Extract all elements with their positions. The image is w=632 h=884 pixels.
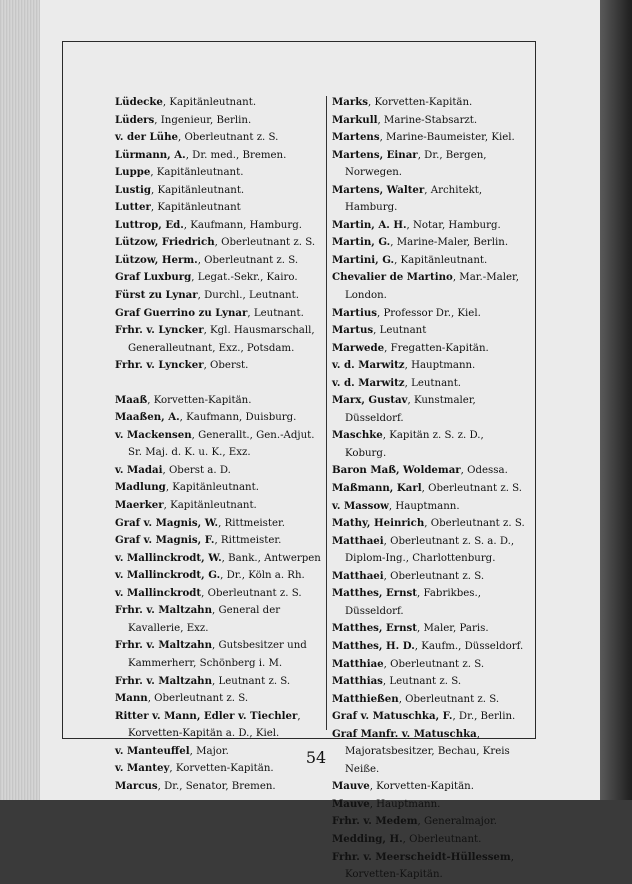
entry-details: , Oberleutnant z. S. (383, 570, 485, 582)
directory-entry (332, 533, 528, 568)
directory-entry (332, 322, 528, 340)
entry-details: , Oberst. (203, 360, 249, 372)
entry-name: Matthaei (332, 569, 384, 582)
entry-name: v. d. Marwitz (332, 359, 405, 372)
entry-name: Matthießen (332, 692, 399, 705)
entry-details: , Marine-Stabsarzt. (377, 114, 478, 126)
directory-entry (332, 427, 528, 462)
directory-entry (115, 567, 329, 585)
directory-entry (332, 340, 528, 358)
directory-entry (115, 217, 329, 235)
directory-entry (115, 147, 329, 165)
entry-details: , Dr., Bergen, Norwegen. (345, 149, 487, 179)
entry-name: Maßmann, Karl (332, 482, 422, 495)
entry-details: , Oberleutnant z. S. (421, 483, 523, 495)
entry-details: , Kapitänleutnant. (163, 500, 257, 512)
entry-details: , Kgl. Hausmarschall, Generalleutnant, Exz., Potsdam. (128, 325, 315, 354)
entry-name: v. Mantey (115, 762, 170, 775)
directory-entry (115, 427, 329, 462)
entry-details: , Kapitänleutnant. (151, 184, 245, 196)
directory-entry (115, 305, 329, 323)
entry-details: , Mar.-Maler, London. (345, 272, 520, 302)
page-number: 54 (305, 748, 327, 767)
directory-entry (115, 199, 329, 217)
entry-details: , Fregatten-Kapitän. (384, 342, 489, 354)
entry-details: , Professor Dr., Kiel. (376, 307, 481, 319)
entry-details: , Korvetten-Kapitän a. D., Kiel. (128, 710, 301, 740)
directory-entry (115, 322, 329, 357)
entry-name: Frhr. v. Lyncker (115, 324, 204, 337)
entry-name: Frhr. v. Meerscheidt-Hüllessem (332, 850, 511, 863)
entry-name: Chevalier de Martino (332, 271, 453, 284)
entry-name: Graf Luxburg (115, 271, 192, 284)
directory-entry (332, 849, 528, 884)
entry-name: Ritter v. Mann, Edler v. Tiechler (115, 709, 298, 722)
entry-details: , Hauptmann. (369, 798, 441, 810)
entry-details: , Maler, Paris. (417, 623, 489, 635)
directory-entry (115, 602, 329, 637)
entry-name: Mathy, Heinrich (332, 517, 425, 530)
entry-details: , Oberleutnant z. S. (383, 658, 485, 670)
entry-details: , Dr. med., Bremen. (185, 149, 287, 161)
directory-entry (332, 217, 528, 235)
entry-details: , Rittmeister. (214, 535, 282, 547)
entry-details: , Korvetten-Kapitän. (369, 781, 474, 793)
entry-details: , Notar, Hamburg. (406, 219, 501, 231)
entry-name: Matthes, Ernst (332, 622, 417, 635)
entry-details: , Korvetten-Kapitän. (368, 97, 473, 108)
entry-name: Martus (332, 324, 374, 337)
entry-details: , Korvetten-Kapitän. (169, 763, 274, 775)
entry-name: Luppe (115, 166, 151, 179)
directory-entry (332, 112, 528, 130)
entry-details: , Kaufmann, Duisburg. (179, 412, 297, 424)
entry-name: v. Manteuffel (115, 744, 190, 757)
entry-name: Mann (115, 692, 148, 705)
entry-details: , Kapitänleutnant (150, 202, 241, 214)
entry-details: , Majoratsbesitzer, Bechau, Kreis Neiße. (345, 728, 510, 775)
entry-details: , Oberst a. D. (162, 464, 231, 476)
directory-entry (115, 462, 329, 480)
page-stack-edges (0, 0, 44, 800)
directory-entry (332, 357, 528, 375)
entry-name: Matthias (332, 675, 383, 688)
entry-name: Matthes, Ernst (332, 587, 417, 600)
entry-details: , Oberleutnant. (402, 833, 482, 845)
entry-details: , Hauptmann. (404, 360, 476, 372)
entry-details: , Kaufmann, Hamburg. (183, 219, 302, 231)
entry-name: Frhr. v. Medem (332, 815, 418, 828)
entry-name: Medding, H. (332, 832, 403, 845)
entry-details: , Dr., Berlin. (452, 711, 516, 723)
entry-details: , Oberleutnant z. S. (424, 518, 525, 530)
directory-entry (115, 94, 329, 112)
directory-entry (115, 637, 329, 672)
entry-name: Mauve (332, 780, 370, 793)
entry-details: , Hauptmann. (388, 500, 460, 512)
directory-entry (332, 568, 528, 586)
left-column (115, 94, 329, 795)
entry-name: v. Madai (115, 463, 163, 476)
entry-name: v. Mallinckrodt, G. (115, 569, 221, 582)
entry-name: v. Mallinckrodt (115, 586, 202, 599)
directory-entry (332, 813, 528, 831)
directory-entry (332, 620, 528, 638)
entry-details: , Major. (189, 745, 229, 757)
entry-name: Maschke (332, 429, 383, 442)
entry-details: , Leutnant z. S. (212, 675, 291, 687)
entry-details: , Oberleutnant z. S. (214, 237, 316, 249)
directory-entry (332, 831, 528, 849)
entry-details: , Generalmajor. (417, 816, 497, 828)
directory-entry (115, 234, 329, 252)
entry-details: , Leutnant. (404, 377, 462, 389)
entry-details: , Rittmeister. (218, 517, 285, 529)
entry-details: , Oberleutnant z. S. (147, 693, 249, 705)
entry-name: Matthes, H. D. (332, 639, 415, 652)
directory-entry (332, 585, 528, 620)
directory-entry (332, 305, 528, 323)
directory-entry (115, 673, 329, 691)
directory-entry (332, 375, 528, 393)
entry-name: Graf Guerrino zu Lynar (115, 306, 248, 319)
entry-name: Baron Maß, Woldemar (332, 464, 461, 477)
entry-details: , Generallt., Gen.-Adjut. Sr. Maj. d. K. u. K., Exz. (128, 429, 315, 459)
directory-entry (115, 392, 329, 410)
directory-entry (332, 515, 528, 533)
directory-entry (115, 164, 329, 182)
entry-details: , Kaufm., Düsseldorf. (414, 640, 524, 652)
entry-details: , Leutnant z. S. (382, 676, 462, 688)
entry-name: Graf v. Magnis, F. (115, 534, 215, 547)
directory-entry (332, 147, 528, 182)
directory-entry (115, 532, 329, 550)
directory-entry (115, 409, 329, 427)
entry-name: Graf v. Matuschka, F. (332, 710, 453, 723)
entry-details: , Kapitän z. S. z. D., Koburg. (345, 430, 484, 459)
entry-name: v. Mallinckrodt, W. (115, 551, 222, 564)
directory-entry (332, 796, 528, 814)
entry-details: , Marine-Baumeister, Kiel. (379, 132, 515, 144)
entry-name: Lützow, Herm. (115, 253, 198, 266)
entry-details: , Leutnant (373, 325, 427, 337)
entry-name: Martius (332, 306, 377, 319)
directory-entry (115, 585, 329, 603)
directory-entry (332, 498, 528, 516)
entry-name: Martin, A. H. (332, 218, 407, 231)
directory-entry (115, 269, 329, 287)
entry-details: , Korvetten-Kapitän. (345, 851, 514, 881)
entry-name: Lützow, Friedrich (115, 236, 215, 249)
entry-name: Matthaei (332, 534, 384, 547)
directory-entry (332, 269, 528, 304)
entry-details: , Oberleutnant z. S. (201, 587, 302, 599)
directory-entry (115, 778, 329, 796)
directory-entry (115, 129, 329, 147)
entry-name: Graf Manfr. v. Matuschka (332, 727, 477, 740)
directory-entry (115, 708, 329, 743)
entry-name: Martens, Einar (332, 148, 418, 161)
directory-entry (115, 252, 329, 270)
entry-name: Maerker (115, 499, 164, 512)
directory-entry (115, 690, 329, 708)
entry-name: Frhr. v. Maltzahn (115, 604, 212, 617)
entry-name: Mauve (332, 797, 370, 810)
directory-entry (332, 129, 528, 147)
directory-entry (332, 708, 528, 726)
directory-entry (332, 656, 528, 674)
directory-entry (332, 392, 528, 427)
entry-name: Madlung (115, 481, 166, 494)
entry-name: Lürmann, A. (115, 148, 186, 161)
entry-name: Fürst zu Lynar (115, 289, 198, 302)
directory-entry (332, 778, 528, 796)
entry-name: Martens, Walter (332, 183, 425, 196)
entry-details: , Oberleutnant z. S. (197, 254, 299, 266)
directory-entry (115, 112, 329, 130)
entry-details: , Korvetten-Kapitän. (147, 394, 252, 406)
directory-entry (115, 182, 329, 200)
entry-name: Martens (332, 131, 380, 144)
entry-name: Martin, G. (332, 236, 391, 249)
entry-name: Frhr. v. Maltzahn (115, 639, 212, 652)
directory-entry (115, 357, 329, 375)
entry-name: Marwede (332, 341, 385, 354)
entry-name: v. der Lühe (115, 131, 178, 144)
entry-name: Markull (332, 113, 378, 126)
entry-details: , Odessa. (460, 465, 508, 477)
entry-details: , Architekt, Hamburg. (345, 184, 483, 214)
entry-name: Graf v. Magnis, W. (115, 516, 219, 529)
entry-name: Lüdecke (115, 96, 163, 108)
directory-entry (332, 94, 528, 112)
directory-entry (332, 691, 528, 709)
entry-name: Frhr. v. Maltzahn (115, 674, 212, 687)
entry-details: , Dr., Köln a. Rh. (220, 570, 305, 582)
entry-details: , Dr., Senator, Bremen. (157, 780, 276, 792)
entry-details: , Kapitänleutnant. (394, 254, 488, 266)
entry-name: Matthiae (332, 657, 384, 670)
entry-details: , Marine-Maler, Berlin. (390, 237, 509, 249)
entry-details: , Bank., Antwerpen (221, 552, 321, 564)
entry-details: , Kunstmaler, Düsseldorf. (345, 395, 476, 424)
entry-name: Lutter (115, 201, 151, 214)
directory-entry (115, 550, 329, 568)
entry-name: Lüders (115, 113, 155, 126)
entry-name: v. d. Marwitz (332, 376, 405, 389)
entry-name: Maaß (115, 393, 148, 406)
entry-name: Martini, G. (332, 253, 395, 266)
entry-details: , Kapitänleutnant. (165, 482, 259, 494)
entry-details: , Leutnant. (247, 307, 304, 319)
entry-name: Frhr. v. Lyncker (115, 359, 204, 372)
book-binding-shadow (600, 0, 632, 800)
entry-name: Lustig (115, 183, 152, 196)
entry-name: Marcus (115, 779, 158, 792)
directory-entry (332, 638, 528, 656)
entry-details: , Oberleutnant z. S. (177, 132, 279, 144)
entry-name: Marx, Gustav (332, 394, 408, 407)
directory-entry (115, 497, 329, 515)
entry-name: v. Massow (332, 499, 389, 512)
entry-details: , Legat.-Sekr., Kairo. (191, 272, 298, 284)
directory-entry (332, 480, 528, 498)
entry-details: , General der Kavallerie, Exz. (128, 605, 281, 634)
entry-details: , Fabrikbes., Düsseldorf. (345, 588, 482, 617)
directory-entry (332, 182, 528, 217)
directory-entry (115, 479, 329, 497)
entry-details: , Oberleutnant z. S. a. D., Diplom-Ing., Charlottenburg. (345, 535, 515, 565)
directory-entry (115, 287, 329, 305)
entry-name: Maaßen, A. (115, 411, 180, 424)
directory-entry (332, 234, 528, 252)
entry-details: , Kapitänleutnant. (162, 97, 257, 108)
directory-entry (332, 252, 528, 270)
directory-entry (332, 673, 528, 691)
entry-details: , Ingenieur, Berlin. (154, 114, 252, 126)
entry-name: v. Mackensen (115, 428, 192, 441)
entry-details: , Oberleutnant z. S. (398, 693, 500, 705)
entry-name: Luttrop, Ed. (115, 218, 184, 231)
entry-details: , Gutsbesitzer und Kammerherr, Schönberg i. M. (128, 640, 307, 669)
directory-entry (115, 515, 329, 533)
directory-entry (332, 462, 528, 480)
entry-name: Marks (332, 96, 369, 108)
entry-details: , Durchl., Leutnant. (197, 290, 299, 302)
entry-details: , Kapitänleutnant. (150, 167, 244, 179)
